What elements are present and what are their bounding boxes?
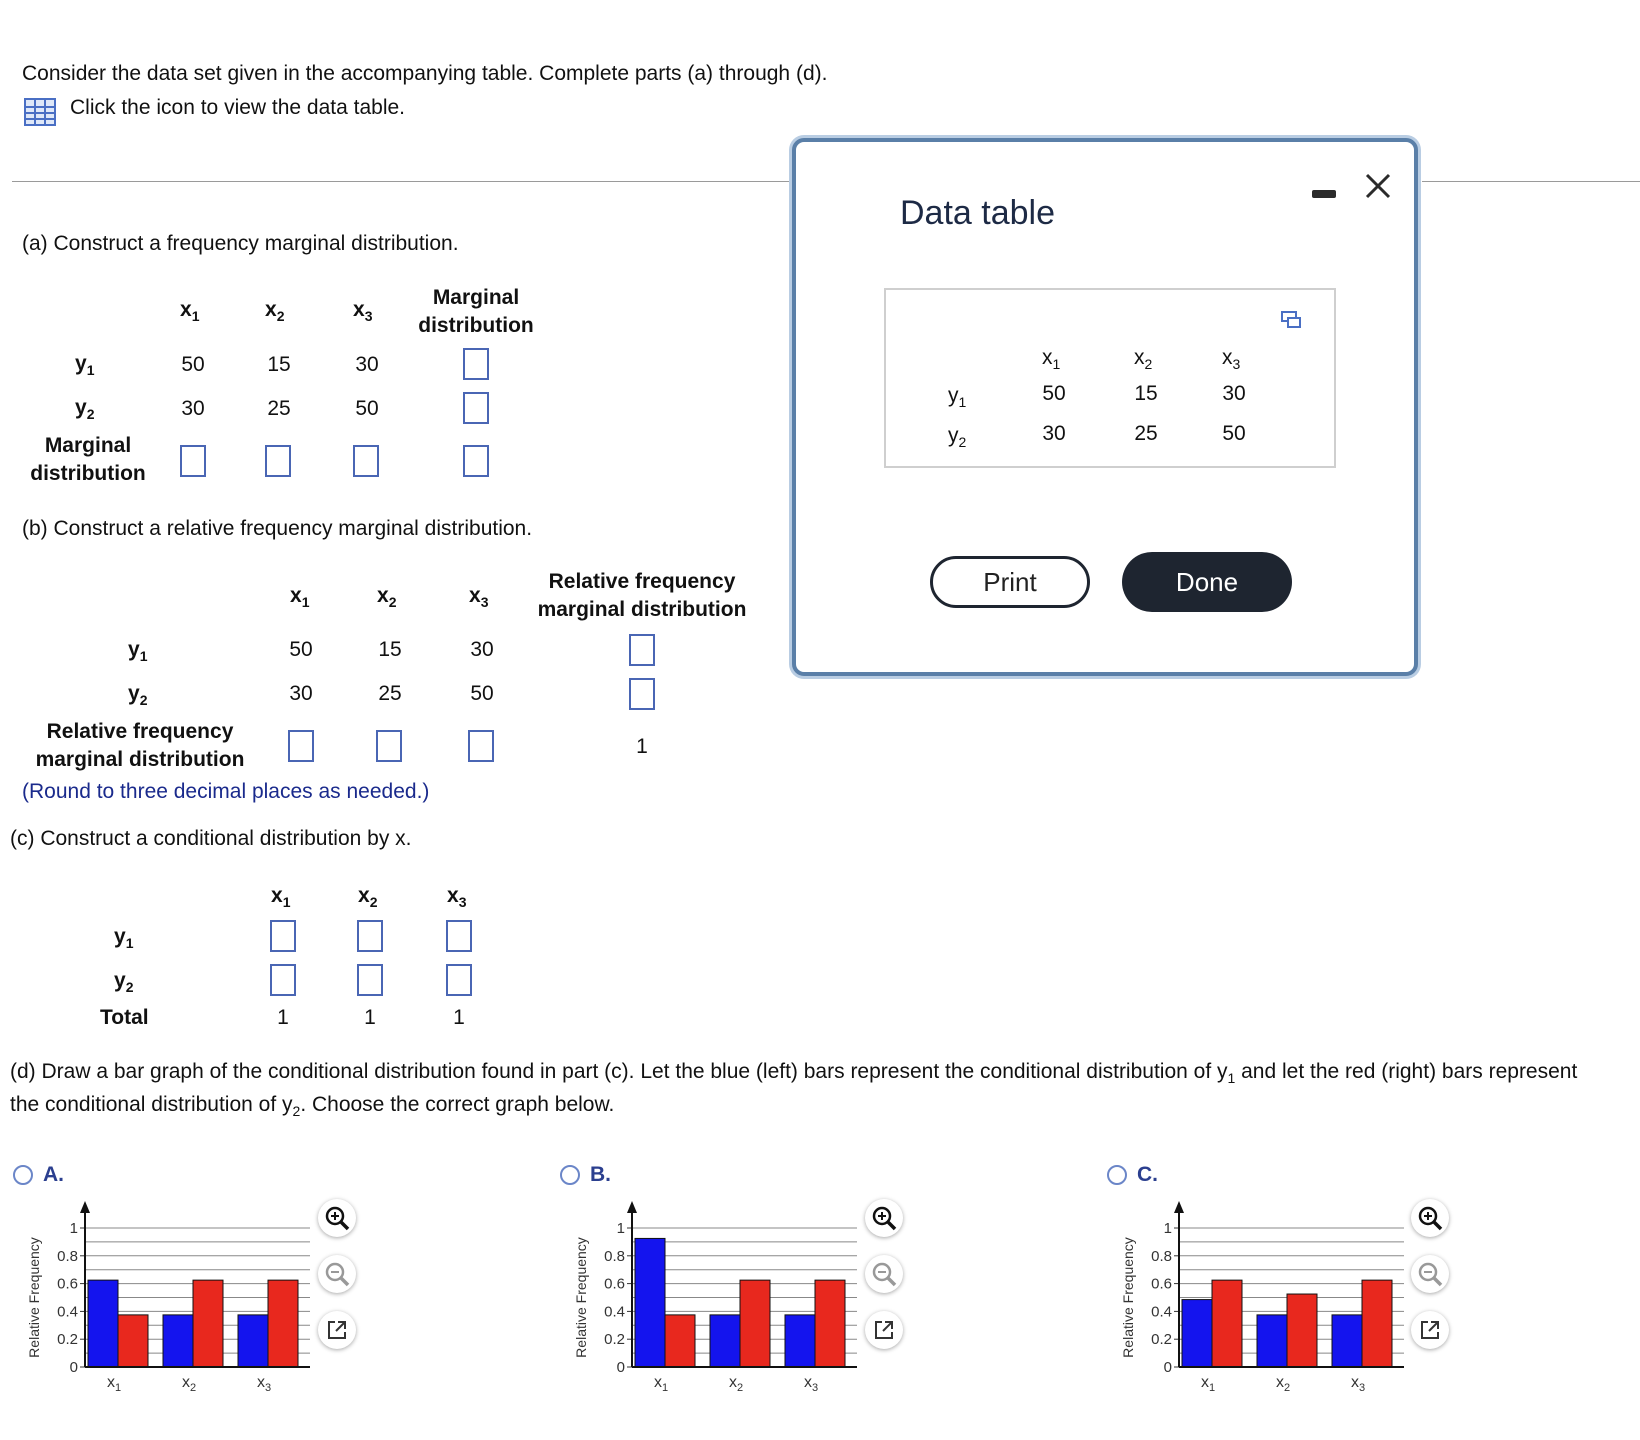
b-rel-x1-input[interactable] (288, 730, 314, 762)
y-axis-label: Relative Frequency (573, 1237, 589, 1358)
zoom-out-icon[interactable] (1411, 1255, 1449, 1293)
minimize-icon[interactable] (1312, 190, 1336, 198)
dt-y1-x1: 50 (1042, 382, 1066, 405)
part-d-line2: the conditional distribution of $y_2$. Choose the correct graph below. (10, 1093, 615, 1119)
bar-red (1362, 1280, 1392, 1367)
c-total-x2: 1 (364, 1006, 376, 1029)
row-y2-label: $y_2$ (75, 396, 95, 422)
y-tick-label: 0 (616, 1359, 625, 1376)
y-tick-label: 0.4 (604, 1303, 625, 1321)
bar-blue (88, 1280, 118, 1367)
c-col-x2-header: $x_2$ (358, 884, 378, 910)
copy-icon[interactable] (1280, 310, 1304, 335)
c-col-x3-header: $x_3$ (447, 884, 467, 910)
chart-b (567, 1195, 887, 1435)
close-icon[interactable] (1364, 172, 1392, 205)
y-axis-label: Relative Frequency (1120, 1237, 1136, 1358)
zoom-out-icon[interactable] (865, 1255, 903, 1293)
x-tick-label: $x_1$ (653, 1374, 669, 1394)
option-b-label[interactable]: B. (590, 1163, 611, 1186)
col-x2-header: $x_2$ (265, 298, 285, 324)
bar-red (193, 1280, 223, 1367)
option-a-radio[interactable] (13, 1165, 33, 1185)
bar-red (1287, 1294, 1317, 1367)
part-a-title: (a) Construct a frequency marginal distribution. (22, 232, 459, 255)
col-x3-header: $x_3$ (353, 298, 373, 324)
zoom-in-icon[interactable] (865, 1199, 903, 1237)
a-marg-x2-input[interactable] (265, 445, 291, 477)
c-col-x1-header: $x_1$ (271, 884, 291, 910)
c-row-y2-label: $y_2$ (114, 969, 134, 995)
b-y1-x3: 30 (470, 638, 494, 661)
bar-blue (163, 1315, 193, 1367)
y-tick-label: 0.8 (604, 1247, 625, 1265)
zoom-in-icon[interactable] (318, 1199, 356, 1237)
b-rel-x2-input[interactable] (376, 730, 402, 762)
b-rel-x3-input[interactable] (468, 730, 494, 762)
x-tick-label: $x_1$ (106, 1374, 122, 1394)
a-y1-x3: 30 (355, 353, 379, 376)
open-external-icon[interactable] (318, 1311, 356, 1349)
x-tick-label: $x_3$ (256, 1374, 272, 1394)
b-rel-header: Relative frequency marginal distribution (537, 570, 747, 621)
y-axis-arrow (627, 1201, 637, 1213)
dt-row-y2: $y_2$ (948, 424, 967, 450)
divider-right (1422, 181, 1640, 182)
divider (12, 181, 792, 182)
chart-svg (20, 1195, 340, 1435)
data-table-panel (884, 288, 1336, 468)
y-tick-label: 0.2 (57, 1331, 78, 1349)
b-y1-x2: 15 (378, 638, 402, 661)
dialog-title: Data table (900, 194, 1055, 232)
dt-y1-x3: 30 (1222, 382, 1246, 405)
bar-red (740, 1280, 770, 1367)
dt-y2-x2: 25 (1134, 422, 1158, 445)
a-marg-x3-input[interactable] (353, 445, 379, 477)
y-tick-label: 0.6 (57, 1275, 78, 1293)
c-y1-x2-input[interactable] (357, 920, 383, 952)
bar-red (268, 1280, 298, 1367)
bar-blue (238, 1315, 268, 1367)
chart-a (20, 1195, 340, 1435)
a-marg-y1-input[interactable] (463, 348, 489, 380)
round-note: (Round to three decimal places as needed.) (22, 780, 430, 803)
bar-red (665, 1315, 695, 1367)
marginal-header: Marginal distribution (418, 286, 534, 337)
bar-red (1212, 1280, 1242, 1367)
y-tick-label: 1 (69, 1220, 78, 1237)
b-rel-total: 1 (636, 735, 648, 758)
b-rel-y1-input[interactable] (629, 634, 655, 666)
part-b-title: (b) Construct a relative frequency marginal distribution. (22, 517, 533, 540)
chart-svg (567, 1195, 887, 1435)
y-tick-label: 1 (616, 1220, 625, 1237)
bar-blue (1182, 1300, 1212, 1367)
x-tick-label: $x_2$ (181, 1374, 197, 1394)
y-tick-label: 0.6 (604, 1275, 625, 1293)
b-col-x2-header: $x_2$ (377, 584, 397, 610)
y-tick-label: 0.4 (57, 1303, 78, 1321)
done-button[interactable]: Done (1122, 552, 1292, 612)
c-total-x1: 1 (277, 1006, 289, 1029)
c-y1-x3-input[interactable] (446, 920, 472, 952)
b-y2-x1: 30 (289, 682, 313, 705)
bar-blue (710, 1315, 740, 1367)
intro-text: Consider the data set given in the accompanying table. Complete parts (a) through (d). (22, 62, 828, 85)
c-row-y1-label: $y_1$ (114, 925, 134, 951)
c-y1-x1-input[interactable] (270, 920, 296, 952)
open-external-icon[interactable] (865, 1311, 903, 1349)
print-button[interactable]: Print (930, 556, 1090, 608)
y-tick-label: 1 (1163, 1220, 1172, 1237)
a-y1-x1: 50 (181, 353, 205, 376)
part-c-title: (c) Construct a conditional distribution by x. (10, 827, 412, 850)
y-tick-label: 0.8 (1151, 1247, 1172, 1265)
option-a-label[interactable]: A. (43, 1163, 64, 1186)
row-marginal-label: Marginal distribution (30, 434, 146, 485)
y-tick-label: 0.8 (57, 1247, 78, 1265)
y-axis-label: Relative Frequency (26, 1237, 42, 1358)
bar-blue (1332, 1315, 1362, 1367)
x-tick-label: $x_3$ (803, 1374, 819, 1394)
row-y1-label: $y_1$ (75, 352, 95, 378)
chart-c (1114, 1195, 1434, 1435)
dt-row-y1: $y_1$ (948, 384, 967, 410)
a-y2-x3: 50 (355, 397, 379, 420)
x-tick-label: $x_3$ (1350, 1374, 1366, 1394)
dt-y1-x2: 15 (1134, 382, 1158, 405)
dt-y2-x1: 30 (1042, 422, 1066, 445)
b-col-x1-header: $x_1$ (290, 584, 310, 610)
x-tick-label: $x_2$ (728, 1374, 744, 1394)
option-c-radio[interactable] (1107, 1165, 1127, 1185)
b-row-y2-label: $y_2$ (128, 682, 148, 708)
bar-red (815, 1280, 845, 1367)
y-tick-label: 0.6 (1151, 1275, 1172, 1293)
view-table-link[interactable]: Click the icon to view the data table. (70, 96, 406, 119)
a-marg-x1-input[interactable] (180, 445, 206, 477)
b-row-rel-label: Relative frequency marginal distribution (35, 720, 245, 771)
c-y2-x1-input[interactable] (270, 964, 296, 996)
dt-y2-x3: 50 (1222, 422, 1246, 445)
b-y2-x2: 25 (378, 682, 402, 705)
bar-red (118, 1315, 148, 1367)
open-external-icon[interactable] (1411, 1311, 1449, 1349)
data-table-dialog (792, 138, 1418, 676)
y-tick-label: 0.2 (604, 1331, 625, 1349)
dt-col-x2: $x_2$ (1134, 346, 1153, 372)
a-marg-total-input[interactable] (463, 445, 489, 477)
x-tick-label: $x_1$ (1200, 1374, 1216, 1394)
a-marg-y2-input[interactable] (463, 392, 489, 424)
y-tick-label: 0.4 (1151, 1303, 1172, 1321)
table-icon[interactable] (24, 98, 56, 126)
a-y2-x1: 30 (181, 397, 205, 420)
bar-blue (635, 1238, 665, 1367)
y-tick-label: 0.2 (1151, 1331, 1172, 1349)
y-axis-arrow (80, 1201, 90, 1213)
a-y2-x2: 25 (267, 397, 291, 420)
chart-svg (1114, 1195, 1434, 1435)
dt-col-x3: $x_3$ (1222, 346, 1241, 372)
bar-blue (785, 1315, 815, 1367)
y-axis-arrow (1174, 1201, 1184, 1213)
part-d-line1: (d) Draw a bar graph of the conditional distribution found in part (c). Let the blue (left) bars represent the conditional distribution of $y_1$ and let the red (right) bars represent (10, 1060, 1578, 1086)
c-total-x3: 1 (453, 1006, 465, 1029)
option-b-radio[interactable] (560, 1165, 580, 1185)
c-y2-x2-input[interactable] (357, 964, 383, 996)
y-tick-label: 0 (1163, 1359, 1172, 1376)
zoom-out-icon[interactable] (318, 1255, 356, 1293)
c-y2-x3-input[interactable] (446, 964, 472, 996)
b-row-y1-label: $y_1$ (128, 638, 148, 664)
option-c-label[interactable]: C. (1137, 1163, 1158, 1186)
x-tick-label: $x_2$ (1275, 1374, 1291, 1394)
b-rel-y2-input[interactable] (629, 678, 655, 710)
c-total-label: Total (100, 1006, 149, 1029)
b-col-x3-header: $x_3$ (469, 584, 489, 610)
b-y1-x1: 50 (289, 638, 313, 661)
col-x1-header: $x_1$ (180, 298, 200, 324)
bar-blue (1257, 1315, 1287, 1367)
b-y2-x3: 50 (470, 682, 494, 705)
y-tick-label: 0 (69, 1359, 78, 1376)
zoom-in-icon[interactable] (1411, 1199, 1449, 1237)
a-y1-x2: 15 (267, 353, 291, 376)
dt-col-x1: $x_1$ (1042, 346, 1061, 372)
